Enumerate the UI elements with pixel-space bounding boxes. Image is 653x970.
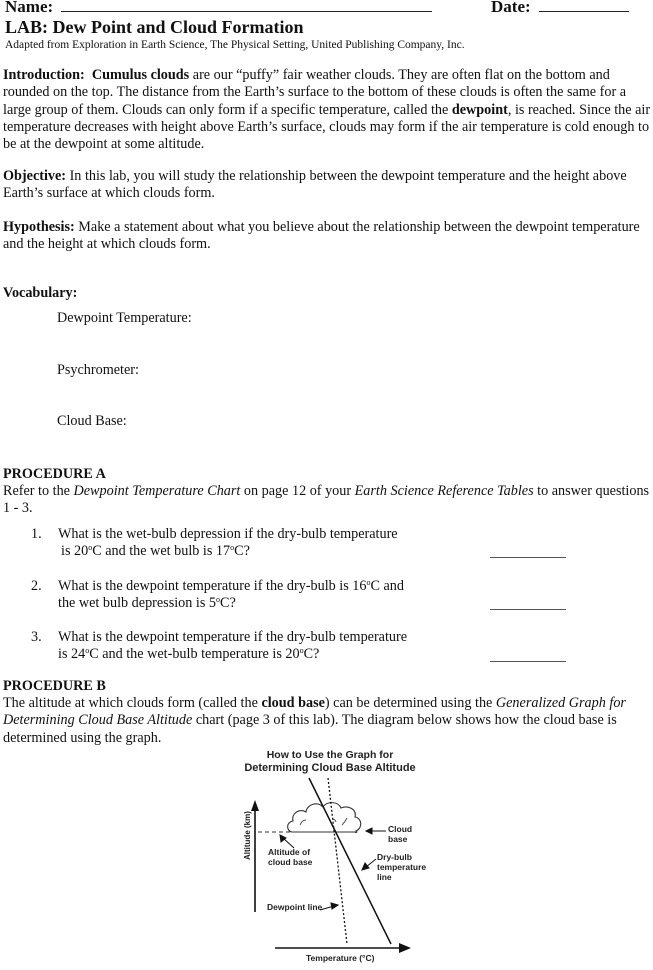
x-axis-arrow-icon xyxy=(275,943,411,953)
cloud-base-diagram xyxy=(220,745,440,970)
introduction-text-2: , is reached. Since the air temperature decreases with height above Earth’s surface, clouds may form if the air temperature is cold enough to be at the dewpoint at some altitude. xyxy=(3,101,651,153)
cloud-base-label: Cloud base xyxy=(388,824,413,844)
procedure-a-text-2: on page 12 of your xyxy=(240,483,355,499)
question-1-line-1: What is the wet-bulb depression if the dry-bulb temperature xyxy=(58,526,398,542)
diagram-title-line-1: How to Use the Graph for xyxy=(266,749,394,761)
procedure-b-text-3: chart (page 3 of this lab). The diagram below shows how the cloud base is determined using the graph. xyxy=(3,712,617,746)
date-field-row xyxy=(491,0,629,17)
introduction-label: Introduction: xyxy=(3,67,85,83)
objective-paragraph xyxy=(3,168,653,203)
question-2-line-1: What is the dewpoint temperature if the dry-bulb is 16$^o$C and xyxy=(58,578,404,594)
procedure-a-text-3: to answer questions 1 - 3. xyxy=(3,483,650,517)
date-label: Date: xyxy=(491,0,531,16)
question-2-number: 2. xyxy=(31,578,42,594)
dewpoint-chart-reference: Dewpoint Temperature Chart xyxy=(73,483,241,499)
name-label: Name: xyxy=(5,0,54,16)
question-3-number: 3. xyxy=(31,629,42,645)
dry-bulb-label: Dry-bulb temperature line xyxy=(377,852,427,882)
y-axis-arrow-icon xyxy=(251,800,259,912)
altitude-of-cloud-base-label: Altitude of cloud base xyxy=(268,847,313,867)
diagram-title-line-2: Determining Cloud Base Altitude xyxy=(244,762,416,774)
name-blank[interactable] xyxy=(61,11,432,12)
vocabulary-heading: Vocabulary: xyxy=(3,285,78,301)
question-1-line-2: is 20$^o$C and the wet bulb is 17$^o$C? xyxy=(61,543,250,559)
question-1-number: 1. xyxy=(31,526,42,542)
procedure-a-heading: PROCEDURE A xyxy=(3,466,106,482)
page-title: LAB: Dew Point and Cloud Formation xyxy=(5,17,304,37)
name-field-row xyxy=(5,0,432,17)
dewpoint-line-label: Dewpoint line xyxy=(267,902,323,912)
question-2-text xyxy=(58,578,404,612)
vocab-psychrometer: Psychrometer: xyxy=(57,362,139,378)
procedure-b-paragraph xyxy=(3,695,653,747)
procedure-a-text-1: Refer to the xyxy=(3,483,74,499)
generalized-graph-reference: Generalized Graph for Determining Cloud Base Altitude xyxy=(3,695,626,729)
vocab-dewpoint-temperature: Dewpoint Temperature: xyxy=(57,310,192,326)
term-dewpoint: dewpoint xyxy=(451,101,508,118)
date-blank[interactable] xyxy=(539,11,629,12)
term-cumulus-clouds: Cumulus clouds xyxy=(91,67,190,83)
introduction-text-1: are our “puffy” fair weather clouds. They are often flat on the bottom and rounded on the top. The distance from the Earth’s surface to the bottom of these clouds is often the same for a large group of them. Clouds can only form if a specific temperature, called the xyxy=(3,67,627,118)
introduction-paragraph xyxy=(3,67,653,153)
dewpoint-line xyxy=(328,778,347,944)
question-2-line-2: the wet bulb depression is 5$^o$C? xyxy=(58,595,236,611)
source-citation: Adapted from Exploration in Earth Science, The Physical Setting, United Publishing Company, Inc. xyxy=(5,39,465,51)
objective-text: In this lab, you will study the relationship between the dewpoint temperature and the height above Earth’s surface at which clouds form. xyxy=(3,168,627,202)
question-3-text xyxy=(58,629,407,663)
question-1-text xyxy=(58,526,398,560)
question-3-line-2: is 24$^o$C and the wet-bulb temperature is 20$^o$C? xyxy=(58,646,320,662)
hypothesis-text: Make a statement about what you believe about the relationship between the dewpoint temperature and the height at which clouds form. xyxy=(3,219,640,253)
esrt-reference: Earth Science Reference Tables xyxy=(354,483,534,499)
hypothesis-paragraph xyxy=(3,219,653,254)
question-3-answer-blank[interactable] xyxy=(490,661,566,662)
y-axis-label: Altitude (km) xyxy=(243,811,252,860)
question-3-line-1: What is the dewpoint temperature if the dry-bulb temperature xyxy=(58,629,408,645)
question-2-answer-blank[interactable] xyxy=(490,609,566,610)
procedure-b-heading: PROCEDURE B xyxy=(3,678,106,694)
hypothesis-label: Hypothesis: xyxy=(3,219,75,235)
vocab-cloud-base: Cloud Base: xyxy=(57,413,127,429)
question-1-answer-blank[interactable] xyxy=(490,557,566,558)
x-axis-label: Temperature (°C) xyxy=(306,953,375,963)
term-cloud-base: cloud base xyxy=(261,695,325,711)
procedure-a-instructions xyxy=(3,483,653,518)
procedure-b-text-2: ) can be determined using the xyxy=(324,695,496,711)
objective-label: Objective: xyxy=(3,168,67,184)
procedure-b-text-1: The altitude at which clouds form (called the xyxy=(3,695,262,711)
